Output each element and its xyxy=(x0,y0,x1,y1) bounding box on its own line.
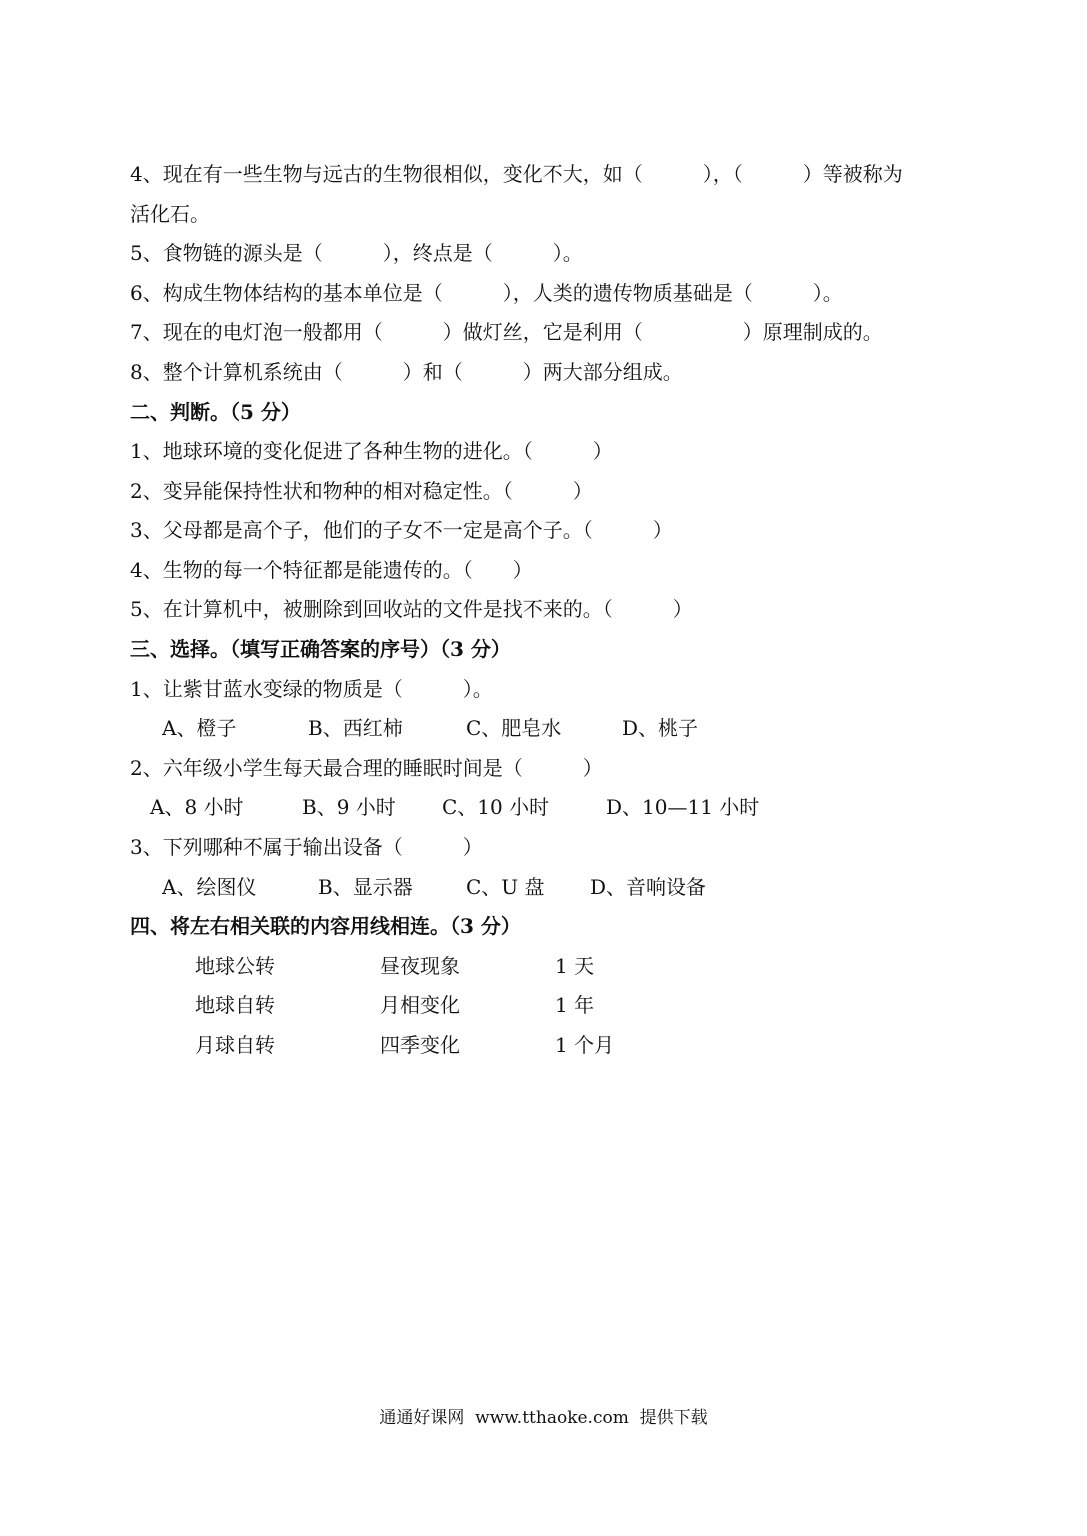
question-4-line-2: 活化石。 xyxy=(130,202,210,226)
match-left-3: 月球自转 xyxy=(195,1033,275,1057)
judge-item-1: 1、地球环境的变化促进了各种生物的进化。（ ） xyxy=(130,439,613,463)
judge-item-2: 2、变异能保持性状和物种的相对稳定性。（ ） xyxy=(130,479,593,503)
match-right-3: 1 个月 xyxy=(555,1033,615,1057)
page-footer: 通通好课网 www.tthaoke.com 提供下载 xyxy=(379,1408,708,1428)
question-7: 7、现在的电灯泡一般都用（ ）做灯丝，它是利用（ ）原理制成的。 xyxy=(130,320,883,344)
choice-2-option-b: B、9 小时 xyxy=(302,795,396,819)
section-4-heading: 四、将左右相关联的内容用线相连。（3 分） xyxy=(130,914,521,938)
section-2-heading: 二、判断。（5 分） xyxy=(130,400,301,424)
choice-3-option-b: B、显示器 xyxy=(318,875,413,899)
match-left-1: 地球公转 xyxy=(195,954,275,978)
choice-1-option-c: C、肥皂水 xyxy=(466,716,562,740)
match-middle-3: 四季变化 xyxy=(380,1033,460,1057)
match-left-2: 地球自转 xyxy=(195,993,275,1017)
judge-item-5: 5、在计算机中，被删除到回收站的文件是找不来的。（ ） xyxy=(130,597,693,621)
choice-3-option-c: C、U 盘 xyxy=(466,875,545,899)
choice-3-option-a: A、绘图仪 xyxy=(162,875,257,899)
choice-1-option-b: B、西红柿 xyxy=(308,716,403,740)
question-6: 6、构成生物体结构的基本单位是（ ），人类的遗传物质基础是（ ）。 xyxy=(130,281,843,305)
choice-2-option-d: D、10—11 小时 xyxy=(606,795,760,819)
choice-1-option-d: D、桃子 xyxy=(622,716,699,740)
question-4-line-1: 4、现在有一些生物与远古的生物很相似，变化不大，如（ ），（ ）等被称为 xyxy=(130,162,903,186)
question-8: 8、整个计算机系统由（ ）和（ ）两大部分组成。 xyxy=(130,360,683,384)
question-5: 5、食物链的源头是（ ），终点是（ ）。 xyxy=(130,241,583,265)
judge-item-4: 4、生物的每一个特征都是能遗传的。（ ） xyxy=(130,558,533,582)
match-middle-1: 昼夜现象 xyxy=(380,954,460,978)
section-3-heading: 三、选择。（填写正确答案的序号）（3 分） xyxy=(130,637,511,661)
choice-2-option-a: A、8 小时 xyxy=(150,795,244,819)
match-middle-2: 月相变化 xyxy=(380,993,460,1017)
match-right-2: 1 年 xyxy=(555,993,595,1017)
judge-item-3: 3、父母都是高个子，他们的子女不一定是高个子。（ ） xyxy=(130,518,673,542)
choice-question-3: 3、下列哪种不属于输出设备（ ） xyxy=(130,835,483,859)
match-right-1: 1 天 xyxy=(555,954,595,978)
choice-2-option-c: C、10 小时 xyxy=(442,795,550,819)
choice-question-2: 2、六年级小学生每天最合理的睡眠时间是（ ） xyxy=(130,756,603,780)
choice-1-option-a: A、橙子 xyxy=(162,716,237,740)
choice-3-option-d: D、音响设备 xyxy=(590,875,707,899)
choice-question-1: 1、让紫甘蓝水变绿的物质是（ ）。 xyxy=(130,677,493,701)
